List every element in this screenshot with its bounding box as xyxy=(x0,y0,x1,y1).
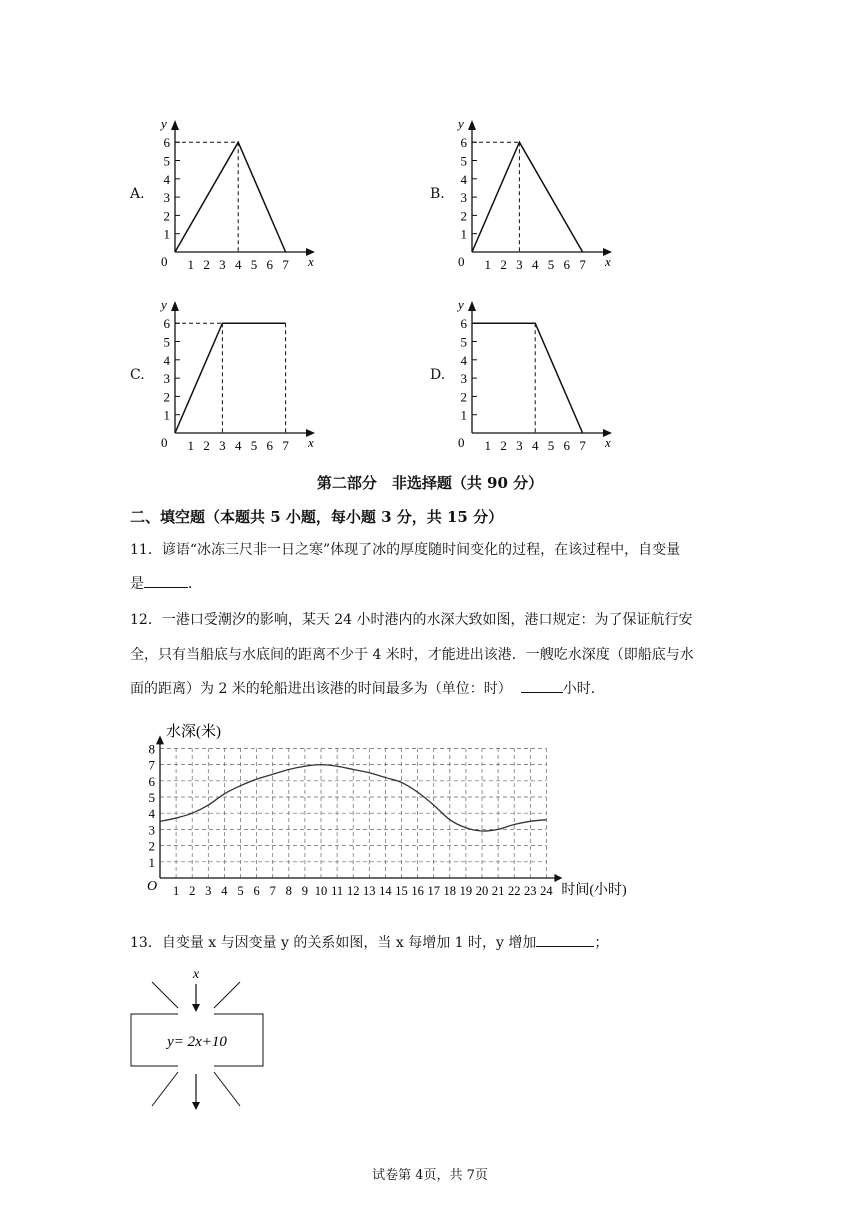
funnel-right-top xyxy=(214,982,240,1008)
x-tick-label: 1 xyxy=(187,438,195,453)
x-tick-label: 20 xyxy=(475,884,489,898)
funnel-right-bottom xyxy=(214,1072,240,1106)
x-tick-label: 16 xyxy=(411,884,424,898)
y-tick-label: 2 xyxy=(163,208,170,224)
option-a-label: A. xyxy=(130,186,145,202)
y-tick-label: 6 xyxy=(460,316,467,332)
x-tick-label: 1 xyxy=(172,884,180,898)
y-axis-label: y xyxy=(458,116,464,131)
q11-line1: 11．谚语“冰冻三尺非一日之寒”体现了冰的厚度随时间变化的过程，在该过程中，自变量 xyxy=(130,542,681,558)
option-c-label: C. xyxy=(130,367,145,383)
x-tick-label: 24 xyxy=(540,884,553,898)
x-tick-label: 3 xyxy=(219,257,226,272)
x-tick-label: 23 xyxy=(524,884,537,898)
q13-line xyxy=(130,926,608,960)
x-tick-label: 4 xyxy=(234,257,242,272)
x-tick-label: 5 xyxy=(250,438,258,453)
x-tick-label: 2 xyxy=(500,257,507,272)
machine-formula: y= 2x+10 xyxy=(167,1034,227,1050)
y-tick-label: 4 xyxy=(163,171,170,187)
y-tick-label: 5 xyxy=(163,334,170,350)
origin-label: 0 xyxy=(458,435,465,450)
x-tick-label: 21 xyxy=(491,884,505,898)
y-tick-label: 5 xyxy=(148,790,155,805)
y-tick-label: 4 xyxy=(163,352,170,368)
option-b-graph xyxy=(455,114,625,274)
option-d-label: D. xyxy=(430,367,446,383)
q11-line2-post: ． xyxy=(188,576,202,592)
x-tick-label: 2 xyxy=(203,257,210,272)
x-tick-label: 13 xyxy=(363,884,376,898)
x-tick-label: 3 xyxy=(516,257,523,272)
option-c-graph xyxy=(158,295,328,455)
x-tick-label: 1 xyxy=(187,257,195,272)
y-tick-label: 1 xyxy=(163,407,170,423)
tide-chart xyxy=(138,718,648,908)
y-axis-arrow xyxy=(171,301,179,311)
graph-line xyxy=(175,323,286,433)
x-tick-label: 6 xyxy=(266,438,274,453)
q11-answer-blank[interactable] xyxy=(144,572,188,588)
y-tick-label: 1 xyxy=(148,854,155,870)
y-axis-label: y xyxy=(161,297,167,312)
y-tick-label: 1 xyxy=(460,226,467,242)
y-tick-label: 3 xyxy=(163,190,170,206)
y-tick-label: 3 xyxy=(148,822,155,838)
x-tick-label: 5 xyxy=(547,257,555,272)
x-tick-label: 4 xyxy=(531,438,539,453)
page-footer: 试卷第 4页，共 7页 xyxy=(372,1168,488,1183)
option-b-label: B. xyxy=(430,186,445,202)
x-tick-label: 6 xyxy=(266,257,274,272)
x-tick-label: 2 xyxy=(189,884,196,898)
x-tick-label: 5 xyxy=(250,257,258,272)
q12-answer-blank[interactable] xyxy=(521,677,563,693)
x-axis-label: x xyxy=(308,254,314,269)
y-tick-label: 2 xyxy=(163,389,170,405)
origin-label: O xyxy=(147,879,158,894)
x-tick-label: 3 xyxy=(219,438,226,453)
y-axis-arrow xyxy=(156,735,164,744)
section2-title: 二、填空题（本题共 5 小题，每小题 3 分，共 15 分） xyxy=(130,508,504,526)
x-axis-label: x xyxy=(605,254,611,269)
y-tick-label: 5 xyxy=(460,153,467,169)
x-tick-label: 2 xyxy=(500,438,507,453)
x-tick-label: 10 xyxy=(314,884,328,898)
x-tick-label: 9 xyxy=(301,884,309,898)
y-tick-label: 4 xyxy=(148,806,155,822)
x-tick-label: 6 xyxy=(563,257,571,272)
x-tick-label: 7 xyxy=(579,257,586,272)
part2-title: 第二部分 非选择题（共 90 分） xyxy=(316,474,544,492)
x-tick-label: 19 xyxy=(459,884,473,898)
y-tick-label: 5 xyxy=(163,153,170,169)
y-tick-label: 3 xyxy=(460,371,467,387)
x-tick-label: 6 xyxy=(563,438,571,453)
x-tick-label: 14 xyxy=(379,884,392,898)
x-axis-arrow xyxy=(554,874,562,882)
x-tick-label: 17 xyxy=(427,884,440,898)
y-tick-label: 3 xyxy=(163,371,170,387)
option-a-graph xyxy=(158,114,328,274)
graph-line xyxy=(472,142,583,252)
x-tick-label: 7 xyxy=(282,438,289,453)
y-tick-label: 8 xyxy=(148,741,155,757)
x-tick-label: 1 xyxy=(484,257,492,272)
x-tick-label: 18 xyxy=(443,884,457,898)
y-tick-label: 4 xyxy=(460,352,467,368)
option-d-graph xyxy=(455,295,625,455)
y-axis-arrow xyxy=(171,120,179,130)
x-axis-label: x xyxy=(605,435,611,450)
q13-text-post: ； xyxy=(594,935,609,951)
x-axis-title: 时间(小时) xyxy=(561,883,627,898)
y-tick-label: 4 xyxy=(460,171,467,187)
x-tick-label: 5 xyxy=(547,438,555,453)
x-tick-label: 7 xyxy=(282,257,289,272)
origin-label: 0 xyxy=(161,254,168,269)
x-tick-label: 4 xyxy=(531,257,539,272)
q11-line2 xyxy=(130,567,202,601)
origin-label: 0 xyxy=(161,435,168,450)
q13-answer-blank[interactable] xyxy=(536,931,594,947)
q12-line3-post: 小时． xyxy=(562,681,605,697)
y-tick-label: 5 xyxy=(460,334,467,350)
q12-line3 xyxy=(130,672,605,706)
x-tick-label: 7 xyxy=(269,884,276,898)
x-tick-label: 6 xyxy=(253,884,260,898)
y-tick-label: 2 xyxy=(460,389,467,405)
y-tick-label: 6 xyxy=(148,773,155,789)
y-tick-label: 6 xyxy=(163,135,170,151)
q12-line2: 全，只有当船底与水底间的距离不少于 4 米时，才能进出该港．一艘吃水深度（即船底与水 xyxy=(130,647,694,663)
x-tick-label: 12 xyxy=(346,884,360,898)
graph-line xyxy=(472,323,583,433)
funnel-left-top xyxy=(152,982,178,1008)
y-axis-arrow xyxy=(468,120,476,130)
x-tick-label: 15 xyxy=(395,884,408,898)
input-arrowhead xyxy=(192,1004,200,1012)
funnel-left-bottom xyxy=(152,1072,178,1106)
x-tick-label: 3 xyxy=(205,884,212,898)
x-tick-label: 7 xyxy=(579,438,586,453)
x-tick-label: 5 xyxy=(237,884,244,898)
function-machine-diagram xyxy=(126,962,276,1117)
q13-text-pre: 13．自变量 x 与因变量 y 的关系如图，当 x 每增加 1 时，y 增加 xyxy=(130,935,537,951)
x-tick-label: 22 xyxy=(507,884,521,898)
graph-line xyxy=(175,142,286,252)
y-tick-label: 3 xyxy=(460,190,467,206)
y-tick-label: 6 xyxy=(163,316,170,332)
machine-input-label: x xyxy=(192,967,200,982)
y-tick-label: 1 xyxy=(460,407,467,423)
y-tick-label: 6 xyxy=(460,135,467,151)
x-tick-label: 3 xyxy=(516,438,523,453)
origin-label: 0 xyxy=(458,254,465,269)
y-tick-label: 7 xyxy=(148,757,155,773)
x-tick-label: 1 xyxy=(484,438,492,453)
q12-line1: 12．一港口受潮汐的影响，某天 24 小时港内的水深大致如图，港口规定：为了保证航行安 xyxy=(130,612,693,628)
x-tick-label: 11 xyxy=(331,884,344,898)
y-tick-label: 2 xyxy=(460,208,467,224)
x-tick-label: 8 xyxy=(285,884,292,898)
y-axis-arrow xyxy=(468,301,476,311)
y-tick-label: 1 xyxy=(163,226,170,242)
y-axis-label: y xyxy=(161,116,167,131)
x-tick-label: 4 xyxy=(234,438,242,453)
q12-line3-pre: 面的距离）为 2 米的轮船进出该港的时间最多为（单位：时） xyxy=(130,681,512,697)
y-axis-label: y xyxy=(458,297,464,312)
q11-line2-pre: 是 xyxy=(130,576,144,592)
output-arrowhead xyxy=(192,1102,200,1110)
y-axis-title: 水深(米) xyxy=(166,724,221,740)
x-tick-label: 2 xyxy=(203,438,210,453)
x-axis-label: x xyxy=(308,435,314,450)
y-tick-label: 2 xyxy=(148,838,155,854)
x-tick-label: 4 xyxy=(221,884,228,898)
